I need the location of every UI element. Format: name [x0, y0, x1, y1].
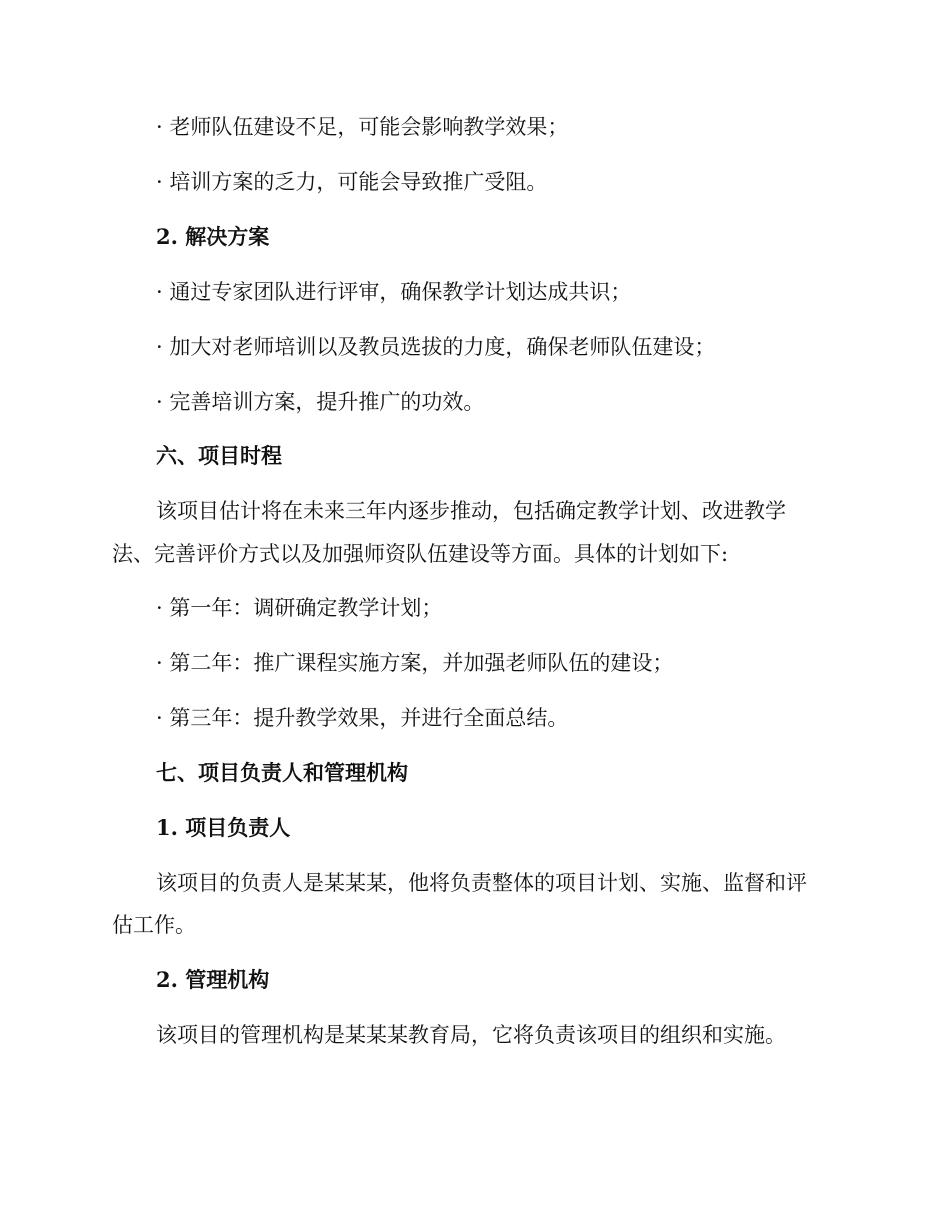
leader-heading: 1. 项目负责人 — [156, 815, 291, 840]
risk-bullet-1: · 老师队伍建设不足，可能会影响教学效果； — [156, 115, 569, 139]
section7-heading: 七、项目负责人和管理机构 — [156, 760, 408, 785]
timeline-bullet-1: · 第一年：调研确定教学计划； — [156, 596, 443, 620]
org-heading: 2. 管理机构 — [156, 967, 270, 992]
solution-bullet-1: · 通过专家团队进行评审，确保教学计划达成共识； — [156, 280, 632, 304]
org-paragraph: 该项目的管理机构是某某某教育局，它将负责该项目的组织和实施。 — [156, 1023, 786, 1047]
solutions-heading: 2. 解决方案 — [156, 224, 270, 249]
timeline-bullet-2: · 第二年：推广课程实施方案，并加强老师队伍的建设； — [156, 651, 674, 675]
risk-bullet-2: · 培训方案的乏力，可能会导致推广受阻。 — [156, 170, 548, 194]
solution-bullet-3: · 完善培训方案，提升推广的功效。 — [156, 390, 485, 414]
section6-paragraph-line1: 该项目估计将在未来三年内逐步推动，包括确定教学计划、改进教学 — [156, 499, 786, 523]
timeline-bullet-3: · 第三年：提升教学效果，并进行全面总结。 — [156, 706, 569, 730]
solution-bullet-2: · 加大对老师培训以及教员选拔的力度，确保老师队伍建设； — [156, 335, 716, 359]
leader-paragraph-line2: 估工作。 — [112, 913, 196, 937]
section6-heading: 六、项目时程 — [156, 443, 282, 468]
leader-paragraph-line1: 该项目的负责人是某某某，他将负责整体的项目计划、实施、监督和评 — [156, 871, 807, 895]
section6-paragraph-line2: 法、完善评价方式以及加强师资队伍建设等方面。具体的计划如下: — [112, 542, 729, 566]
